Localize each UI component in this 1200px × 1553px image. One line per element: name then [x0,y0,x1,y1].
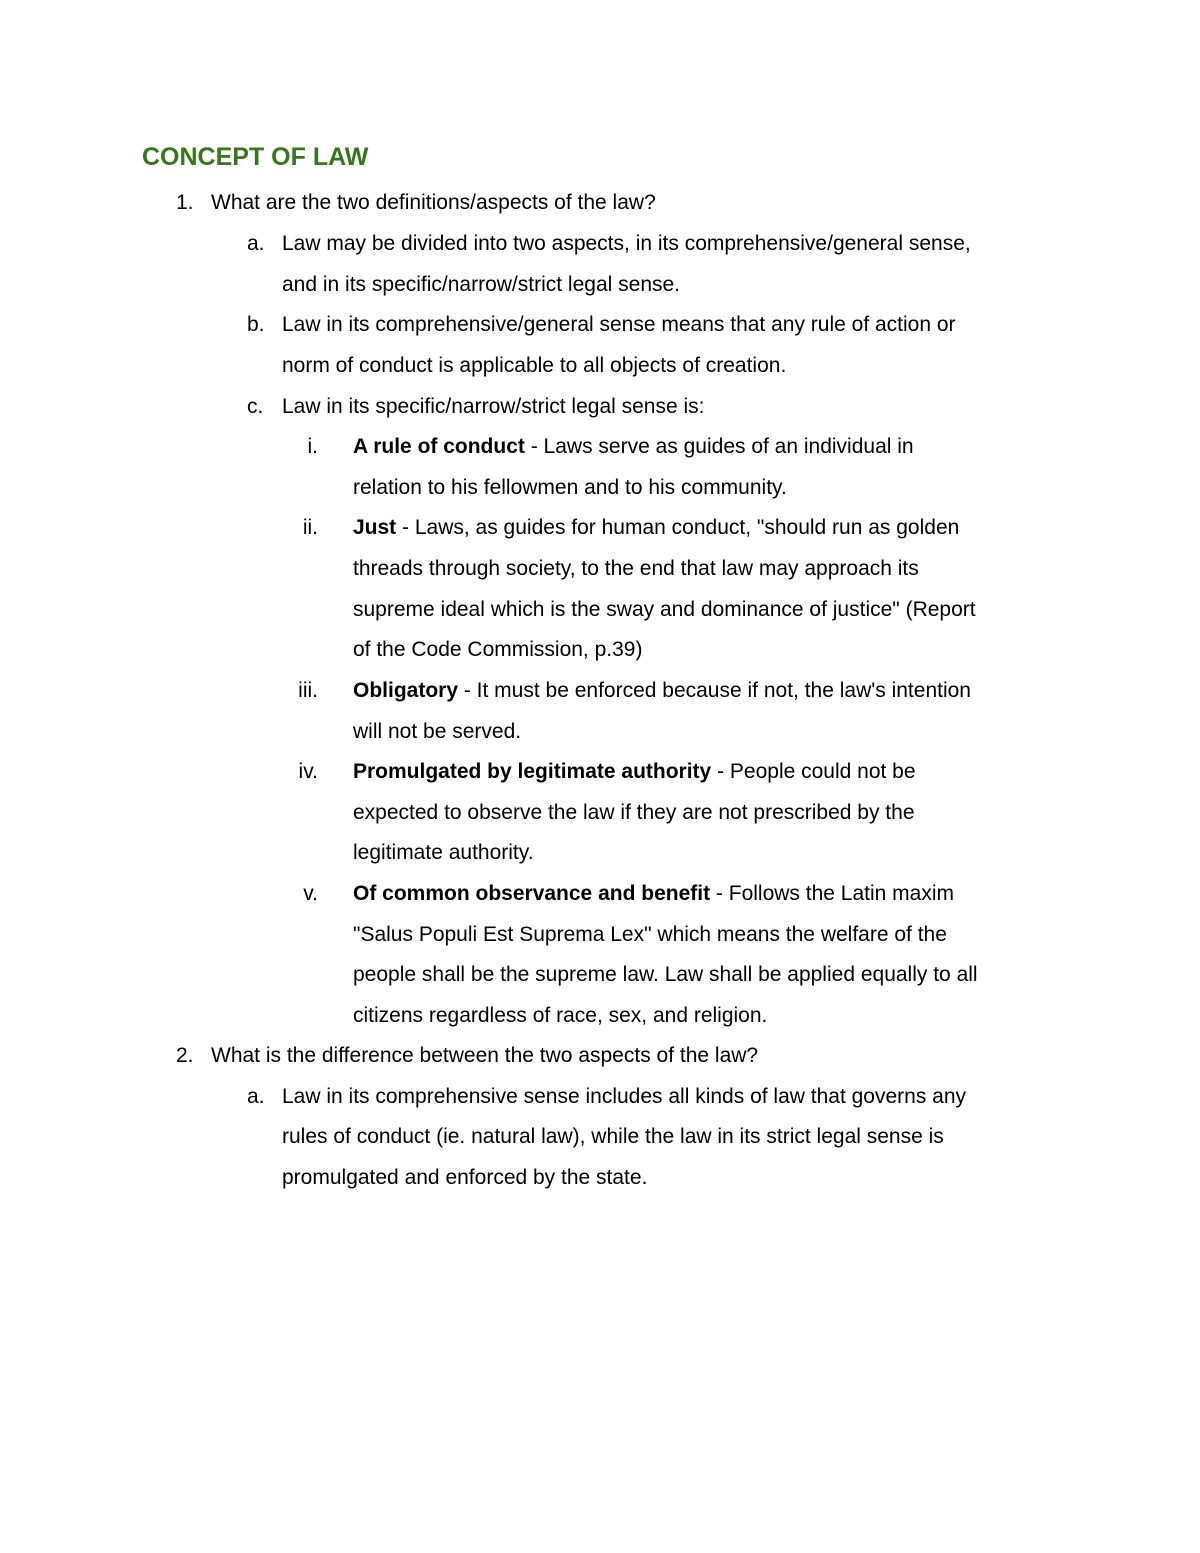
list-marker: c. [247,395,264,418]
sublist-item-iii [353,677,971,705]
sublist-item-ii [353,514,959,542]
sublist-item-v-line: "Salus Populi Est Suprema Lex" which means the welfare of the [353,923,947,946]
item-description: - Follows the Latin maxim [710,882,954,905]
answer-1c-line-1: Law in its specific/narrow/strict legal sense is: [282,395,705,418]
sublist-item-iii-line: will not be served. [353,720,522,743]
list-marker: ii. [302,516,318,539]
item-term: Promulgated by legitimate authority [353,760,712,783]
item-term: Just [353,516,397,539]
item-term: Obligatory [353,679,459,702]
item-description: - Laws serve as guides of an individual in [524,435,914,458]
item-description: - It must be enforced because if not, the law's intention [458,679,971,702]
item-description: - Laws, as guides for human conduct, "should run as golden [396,516,960,539]
list-marker: i. [307,435,318,458]
sublist-item-iv [353,758,916,786]
question-1: What are the two definitions/aspects of the law? [211,191,656,214]
sublist-item-v-line: people shall be the supreme law. Law shall be applied equally to all [353,963,978,986]
list-marker: iii. [298,679,318,702]
sublist-item-ii-line: of the Code Commission, p.39) [353,638,643,661]
answer-2a-line-3: promulgated and enforced by the state. [282,1166,648,1189]
sublist-item-v-line: citizens regardless of race, sex, and religion. [353,1004,768,1027]
list-marker: v. [303,882,318,905]
answer-2a-line-2: rules of conduct (ie. natural law), while the law in its strict legal sense is [282,1125,944,1148]
sublist-item-iv-line: legitimate authority. [353,841,534,864]
sublist-item-i [353,433,914,461]
sublist-item-ii-line: threads through society, to the end that law may approach its [353,557,919,580]
list-marker: 1. [176,191,194,214]
answer-2a-line-1: Law in its comprehensive sense includes all kinds of law that governs any [282,1085,967,1108]
item-term: A rule of conduct [353,435,525,458]
item-description: - People could not be [711,760,916,783]
list-marker: iv. [298,760,318,783]
answer-1b-line-1: Law in its comprehensive/general sense means that any rule of action or [282,313,956,336]
sublist-item-iv-line: expected to observe the law if they are not prescribed by the [353,801,915,824]
list-marker: a. [247,1085,265,1108]
sublist-item-v [353,880,954,908]
sublist-item-ii-line: supreme ideal which is the sway and dominance of justice" (Report [353,598,976,621]
answer-1b-line-2: norm of conduct is applicable to all objects of creation. [282,354,787,377]
sublist-item-i-line: relation to his fellowmen and to his community. [353,476,787,499]
page-title: CONCEPT OF LAW [142,143,369,171]
list-marker: 2. [176,1044,194,1067]
item-term: Of common observance and benefit [353,882,711,905]
list-marker: b. [247,313,265,336]
answer-1a-line-1: Law may be divided into two aspects, in its comprehensive/general sense, [282,232,971,255]
answer-1a-line-2: and in its specific/narrow/strict legal sense. [282,273,681,296]
list-marker: a. [247,232,265,255]
question-2: What is the difference between the two aspects of the law? [211,1044,759,1067]
